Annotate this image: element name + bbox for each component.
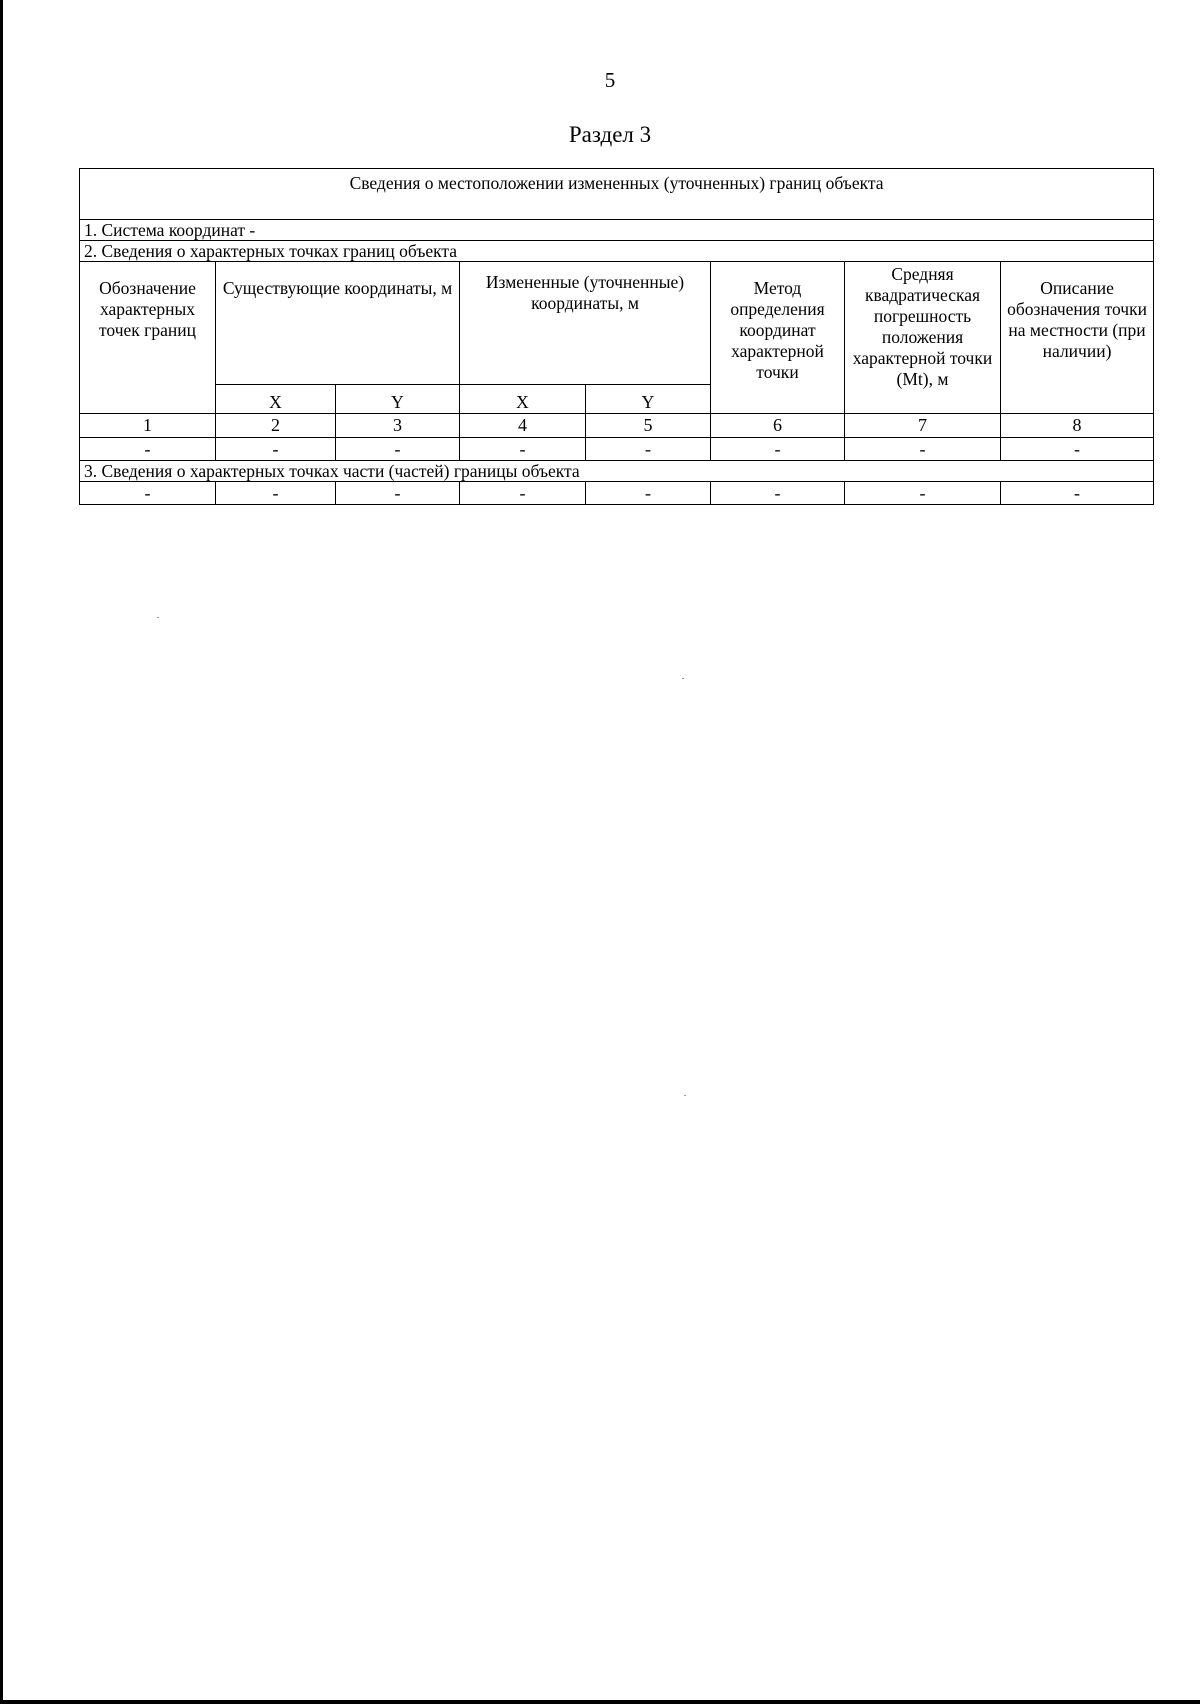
table-cell: - [711,482,845,505]
header-changed-y: Y [586,385,711,414]
table-caption: Сведения о местоположении измененных (уточненных) границ объекта [80,169,1154,220]
header-existing-x: X [216,385,336,414]
column-number: 6 [711,414,845,438]
scan-speck [157,617,159,618]
table-cell: - [711,438,845,461]
caption-row [80,169,1154,220]
column-number-row [80,414,1154,438]
coordinate-system-label: 1. Система координат - [80,220,1154,241]
table-cell: - [1001,438,1154,461]
table-cell: - [586,438,711,461]
boundary-points-label: 2. Сведения о характерных точках границ объекта [80,241,1154,262]
scan-left-edge [0,0,3,1704]
table-row [80,482,1154,505]
part-boundary-heading-row [80,461,1154,482]
header-method: Метод определения координат характерной точки [711,262,845,414]
table-cell: - [216,482,336,505]
column-number: 2 [216,414,336,438]
coordinate-system-row [80,220,1154,241]
column-number: 5 [586,414,711,438]
column-number: 1 [80,414,216,438]
table-cell: - [336,438,460,461]
header-changed-coordinates: Измененные (уточненные) координаты, м [460,262,711,385]
column-number: 8 [1001,414,1154,438]
table-row [80,438,1154,461]
table-cell: - [460,482,586,505]
boundary-table [79,168,1154,505]
boundary-points-heading-row [80,241,1154,262]
section-title: Раздел 3 [568,122,652,147]
header-existing-y: Y [336,385,460,414]
table-cell: - [845,438,1001,461]
table-cell: - [336,482,460,505]
header-changed-x: X [460,385,586,414]
column-number: 7 [845,414,1001,438]
header-row [80,262,1154,385]
page-number: 5 [604,68,616,92]
table-cell: - [586,482,711,505]
table-cell: - [80,482,216,505]
header-description: Описание обозначения точки на местности (при наличии) [1001,262,1154,414]
column-number: 4 [460,414,586,438]
table-cell: - [460,438,586,461]
table-cell: - [216,438,336,461]
scan-speck [684,1095,686,1096]
part-boundary-points-label: 3. Сведения о характерных точках части (частей) границы объекта [80,461,1154,482]
scan-bottom-edge [0,1700,1200,1704]
header-existing-coordinates: Существующие координаты, м [216,262,460,385]
table-cell: - [1001,482,1154,505]
column-number: 3 [336,414,460,438]
table-cell: - [80,438,216,461]
header-point-designation: Обозначение характерных точек границ [80,262,216,414]
table-cell: - [845,482,1001,505]
header-mean-error: Средняя квадратическая погрешность положения характерной точки (Mt), м [845,262,1001,414]
scan-speck [682,678,684,679]
